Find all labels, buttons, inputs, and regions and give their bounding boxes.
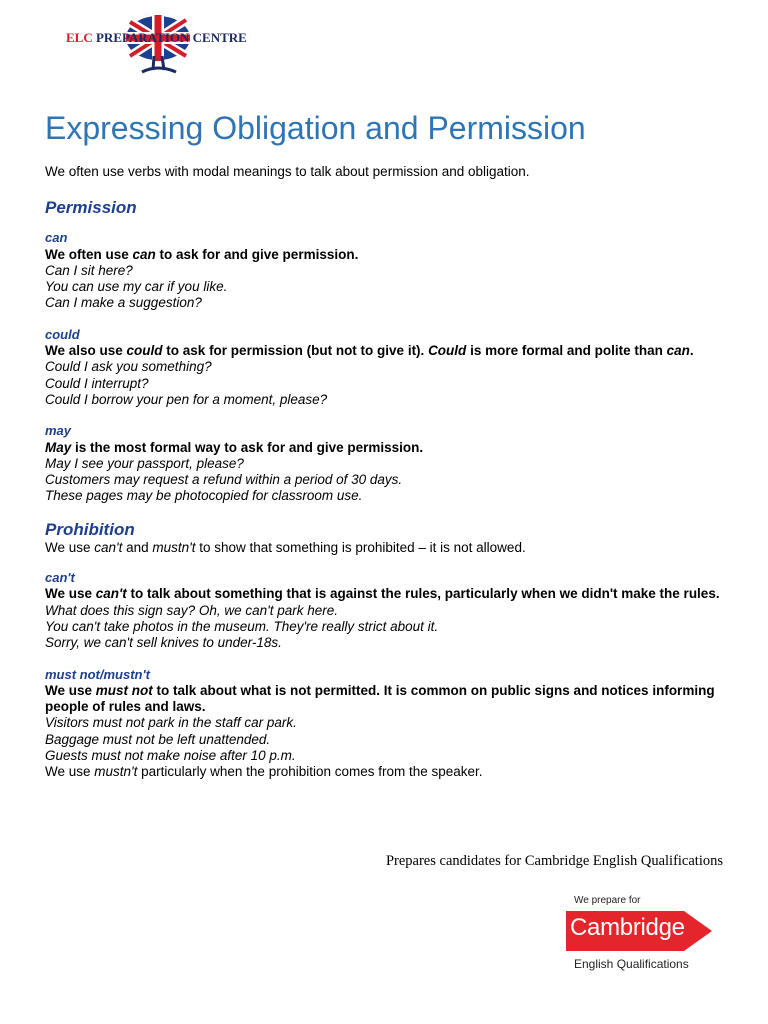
text-run: We use	[45, 682, 96, 698]
example-sentence: Baggage must not be left unattended.	[45, 731, 271, 747]
example-sentence: Sorry, we can't sell knives to under-18s.	[45, 635, 282, 651]
emphasis-text: can't	[94, 539, 123, 555]
usage-rule	[45, 440, 725, 456]
prohibition-heading: Prohibition	[45, 519, 135, 539]
logo-text	[66, 30, 247, 46]
example-sentence: Visitors must not park in the staff car park.	[45, 715, 297, 731]
usage-section	[45, 570, 725, 651]
modal-term: could	[45, 326, 80, 342]
text-run: We often use	[45, 246, 133, 262]
usage-rule	[45, 343, 725, 359]
example-sentence: Can I sit here?	[45, 262, 133, 278]
example-sentence: Could I ask you something?	[45, 359, 212, 375]
cambridge-badge	[566, 895, 716, 980]
modal-term: can	[45, 230, 68, 246]
example-sentence: Could I interrupt?	[45, 375, 149, 391]
usage-rule	[45, 586, 725, 602]
example-sentence: Can I make a suggestion?	[45, 295, 202, 311]
text-run: .	[689, 343, 694, 359]
example-sentence: Could I borrow your pen for a moment, please?	[45, 391, 328, 407]
permission-sections	[45, 230, 725, 504]
modal-term: may	[45, 423, 72, 439]
intro-text: We often use verbs with modal meanings to talk about permission and obligation.	[45, 164, 530, 179]
usage-note	[45, 764, 725, 780]
emphasis-text: mustn't	[152, 539, 196, 555]
emphasis-text: can't	[95, 586, 127, 602]
example-sentence: You can't take photos in the museum. They're really strict about it.	[45, 618, 439, 634]
text-run: to talk about something that is against the rules, particularly when we didn't make the rules.	[126, 586, 720, 602]
prohibition-intro	[45, 540, 725, 556]
example-sentence: What does this sign say? Oh, we can't park here.	[45, 602, 338, 618]
example-sentence: Customers may request a refund within a period of 30 days.	[45, 472, 403, 488]
prohibition-sections	[45, 570, 725, 781]
example-sentence: Guests must not make noise after 10 p.m.	[45, 748, 296, 764]
cambridge-tagline: Prepares candidates for Cambridge English Qualifications	[385, 853, 723, 869]
modal-term: can't	[45, 570, 75, 586]
text-run: to ask for and give permission.	[155, 246, 359, 262]
text-run: to talk about what is not permitted. It is common on public signs and notices informing people of rules and laws.	[45, 682, 715, 715]
logo-elc: ELC	[66, 30, 93, 45]
text-run: We also use	[45, 343, 127, 359]
elc-logo	[66, 12, 256, 76]
badge-sub-text: English Qualifications	[574, 957, 689, 971]
text-run: to show that something is prohibited – it is not allowed.	[195, 539, 526, 555]
badge-top-text: We prepare for	[574, 895, 641, 906]
usage-section	[45, 423, 725, 504]
text-run: We use	[45, 539, 95, 555]
text-run: and	[122, 539, 153, 555]
example-sentence: You can use my car if you like.	[45, 279, 228, 295]
example-sentence: These pages may be photocopied for classroom use.	[45, 488, 363, 504]
text-run: We use	[45, 764, 95, 780]
main-content	[45, 164, 725, 796]
permission-heading: Permission	[45, 198, 137, 218]
usage-section	[45, 327, 725, 408]
badge-name: Cambridge	[570, 914, 685, 941]
text-run: is more formal and polite than	[466, 343, 667, 359]
emphasis-text: could	[126, 343, 163, 359]
usage-rule	[45, 247, 725, 263]
emphasis-text: mustn't	[94, 764, 138, 780]
logo-rest: PREPARATION CENTRE	[92, 30, 247, 45]
text-run: We use	[45, 586, 96, 602]
text-run: to ask for permission (but not to give it).	[162, 343, 429, 359]
text-run: is the most formal way to ask for and give permission.	[71, 439, 424, 455]
text-run: particularly when the prohibition comes from the speaker.	[137, 764, 483, 780]
emphasis-text: can	[132, 246, 156, 262]
example-sentence: May I see your passport, please?	[45, 455, 244, 471]
page-title: Expressing Obligation and Permission	[45, 110, 586, 146]
emphasis-text: Could	[428, 343, 467, 359]
emphasis-text: must not	[95, 682, 153, 698]
usage-section	[45, 667, 725, 781]
emphasis-text: May	[45, 439, 72, 455]
modal-term: must not/mustn't	[45, 666, 150, 682]
emphasis-text: can	[666, 343, 690, 359]
usage-section	[45, 230, 725, 311]
usage-rule	[45, 683, 725, 716]
